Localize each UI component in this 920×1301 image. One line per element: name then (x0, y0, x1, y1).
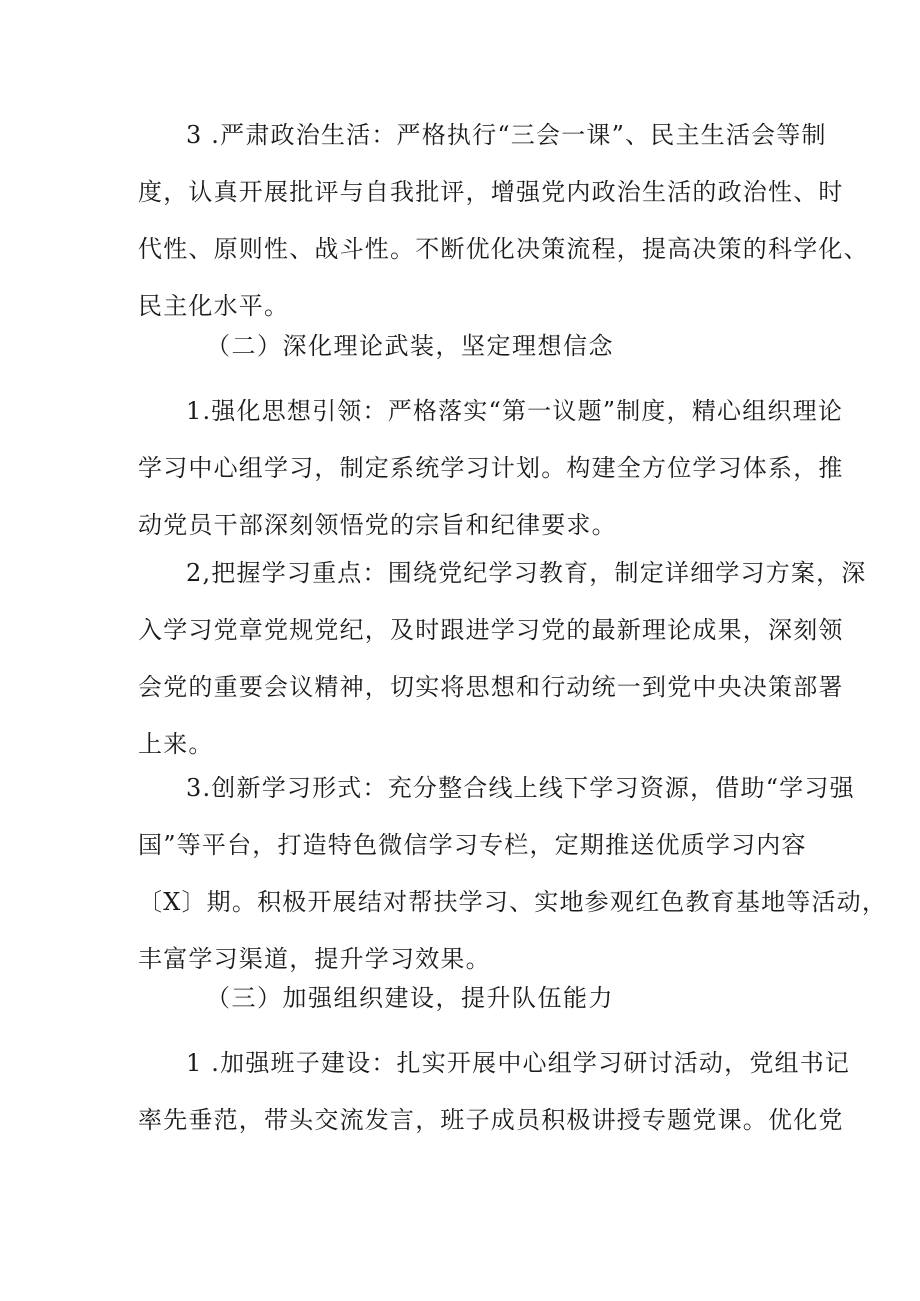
paragraph-study-forms (138, 760, 888, 988)
text-line: 丰富学习渠道，提升学习效果。 (138, 945, 491, 973)
text-line: 率先垂范，带头交流发言，班子成员积极讲授专题党课。优化党 (138, 1106, 844, 1134)
paragraph-thought-guidance (138, 383, 844, 554)
text-line: 1 .加强班子建设：扎实开展中心组学习研讨活动，党组书记 (186, 1049, 851, 1077)
paragraph-political-life (138, 107, 869, 335)
text-line: 国”等平台，打造特色微信学习专栏，定期推送优质学习内容 (138, 831, 807, 859)
text-line: 3.创新学习形式：充分整合线上线下学习资源，借助“学习强 (186, 774, 855, 802)
paragraph-leadership-building (138, 1035, 851, 1149)
text-line: 2,把握学习重点：围绕党纪学习教育，制定详细学习方案，深 (186, 559, 867, 587)
text-line: 学习中心组学习，制定系统学习计划。构建全方位学习体系，推 (138, 454, 844, 482)
paragraph-study-focus (138, 545, 867, 773)
text-line: 会党的重要会议精神，切实将思想和行动统一到党中央决策部署 (138, 673, 844, 701)
text-line: 上来。 (138, 730, 214, 758)
text-line: 动党员干部深刻领悟党的宗旨和纪律要求。 (138, 511, 617, 539)
text-line: 代性、原则性、战斗性。不断优化决策流程，提高决策的科学化、 (138, 235, 869, 263)
section-heading-theory: （二）深化理论武装，坚定理想信念 (206, 332, 614, 360)
text-line: 入学习党章党规党纪，及时跟进学习党的最新理论成果，深刻领 (138, 616, 844, 644)
text-line: 度，认真开展批评与自我批评，增强党内政治生活的政治性、时 (138, 178, 844, 206)
text-line: 1.强化思想引领：严格落实“第一议题”制度，精心组织理论 (186, 397, 844, 425)
text-line: 3 .严肃政治生活：严格执行“三会一课”、民主生活会等制 (186, 121, 827, 149)
section-heading-organization: （三）加强组织建设，提升队伍能力 (206, 984, 614, 1012)
text-line: 〔X〕期。积极开展结对帮扶学习、实地参观红色教育基地等活动， (138, 888, 888, 916)
text-line: 民主化水平。 (138, 292, 290, 320)
